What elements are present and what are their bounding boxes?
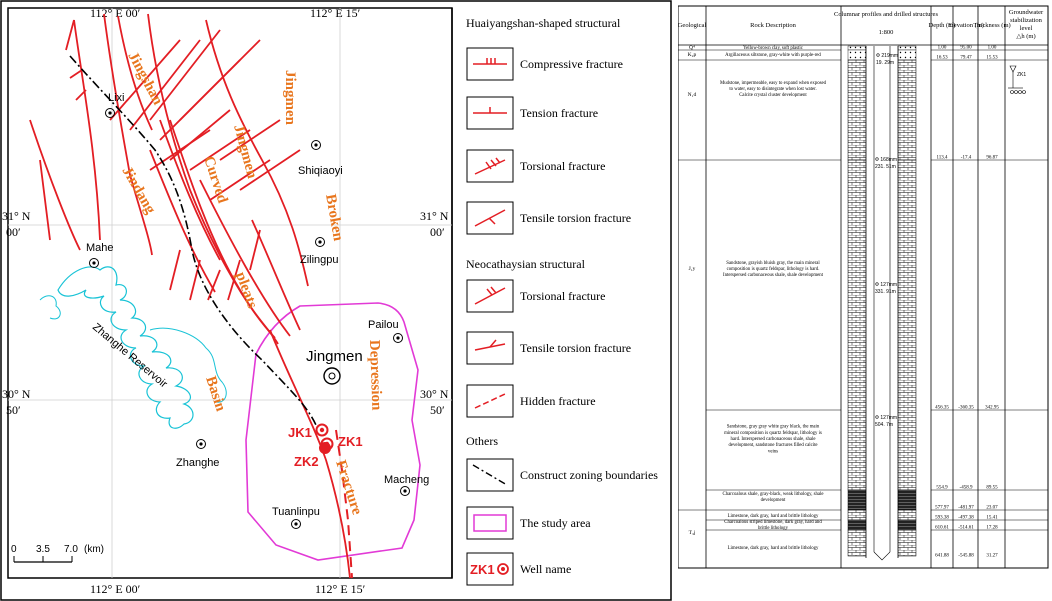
svg-text:Tuanlinpu: Tuanlinpu <box>272 506 320 518</box>
log-geo-1: K₂p <box>687 52 697 58</box>
svg-text:231. 51m: 231. 51m <box>875 164 896 170</box>
log-desc-3-line: Interspersed carbonaceous shale, shale development <box>722 273 824 279</box>
legend-others-title: Others <box>466 434 498 448</box>
svg-text:(km): (km) <box>84 544 104 555</box>
svg-text:331. 91m: 331. 91m <box>875 289 896 295</box>
svg-text:Zilingpu: Zilingpu <box>300 254 339 266</box>
svg-text:Pailou: Pailou <box>368 319 399 331</box>
svg-text:Jingmen: Jingmen <box>306 348 363 365</box>
log-depth-4: 554.9 <box>936 485 948 491</box>
log-depth-6: 593.38 <box>935 515 949 521</box>
hdr-gw2: stabilization <box>1010 17 1042 24</box>
log-desc-0-line: Yellow-brown clay, soft plastic <box>743 46 803 51</box>
label-basin: Basin <box>202 374 229 414</box>
legend-well: Well name <box>520 562 572 576</box>
log-thickness-0: 1.00 <box>987 45 997 51</box>
label-jingshan: Jingshan <box>124 49 166 108</box>
hdr-thickness: Thickness (m) <box>973 22 1011 29</box>
coord-top-right: 112° E 15′ <box>310 6 361 20</box>
log-desc-5-line: development <box>760 498 786 504</box>
hdr-gw1: Groundwater <box>1008 9 1044 16</box>
label-jindang: Jindang <box>118 164 159 217</box>
svg-text:0: 0 <box>11 544 17 555</box>
log-depth-3: 456.35 <box>935 405 949 411</box>
log-thickness-5: 23.07 <box>986 505 998 511</box>
hdr-elevation: Elevation (m) <box>948 22 984 29</box>
log-elevation-7: -514.61 <box>958 525 974 531</box>
svg-text:Φ 168mm: Φ 168mm <box>875 157 898 163</box>
coord-bottom-left: 112° E 00′ <box>90 582 141 596</box>
log-depth-8: 641.88 <box>935 553 949 559</box>
legend-study-area: The study area <box>520 516 591 530</box>
legend-torsional: Torsional fracture <box>520 159 606 173</box>
log-elevation-6: -497.38 <box>958 515 974 521</box>
hdr-rock: Rock Description <box>750 22 796 29</box>
log-elevation-3: -360.35 <box>958 405 974 411</box>
svg-text:Mahe: Mahe <box>86 242 114 254</box>
log-geo-2: N₁d <box>687 92 697 98</box>
log-elevation-8: -545.88 <box>958 553 974 559</box>
coord-lat-00-left: 00′ <box>6 225 21 239</box>
log-depth-1: 16.53 <box>936 55 948 61</box>
svg-text:Shiqiaoyi: Shiqiaoyi <box>298 165 343 177</box>
legend-compressive: Compressive fracture <box>520 57 623 71</box>
log-desc-2-line: to water, easy to disintegrate when lost water. <box>729 87 817 92</box>
log-depth-2: 113.4 <box>936 155 948 161</box>
legend-tensile-torsion: Tensile torsion fracture <box>520 211 632 225</box>
svg-text:Zhanghe: Zhanghe <box>176 457 220 469</box>
svg-text:Φ 127mm: Φ 127mm <box>875 282 898 288</box>
label-pleats: pleats <box>232 269 261 311</box>
coord-lat-30-left: 30° N <box>2 387 31 401</box>
log-desc-2-line: Calcite crystal cluster development <box>739 93 807 99</box>
log-thickness-2: 96.87 <box>986 155 998 161</box>
log-thickness-3: 342.95 <box>985 405 999 411</box>
legend-title: Huaiyangshan-shaped structural <box>466 16 621 30</box>
log-desc-4-line: hard. Interspersed carbonaceous shale, shale <box>730 437 816 442</box>
svg-text:504. 7m: 504. 7m <box>875 422 894 428</box>
coord-lat-31-left: 31° N <box>2 209 31 223</box>
svg-text:Lixi: Lixi <box>108 92 125 104</box>
log-thickness-6: 15.41 <box>986 515 998 521</box>
coord-bottom-right: 112° E 15′ <box>315 582 366 596</box>
coord-lat-31-right: 31° N <box>420 209 449 223</box>
log-desc-7-line: Charcoalous striped limestone, dark gray, hard and <box>724 519 822 525</box>
hdr-gw3: level <box>1019 25 1033 32</box>
hdr-depth: Depth (m) <box>928 22 956 29</box>
log-desc-8-line: Limestone, dark gray, hard and brittle lithology <box>727 546 819 551</box>
svg-text:Φ 219mm: Φ 219mm <box>876 53 899 59</box>
legend-zoning: Construct zoning boundaries <box>520 468 658 482</box>
log-depth-5: 577.97 <box>935 505 949 511</box>
log-desc-4-line: development, sandstone fractures filled calcite <box>728 443 818 449</box>
hdr-column: Columnar profiles and drilled structures <box>834 11 938 18</box>
log-thickness-1: 15.53 <box>986 55 998 61</box>
svg-text:7.0: 7.0 <box>64 544 78 555</box>
hdr-geological: Geological <box>678 22 707 29</box>
log-thickness-8: 31.27 <box>986 553 998 559</box>
svg-text:ZK1: ZK1 <box>470 562 495 577</box>
log-geo-7: T₃j <box>688 530 696 536</box>
columnar-profile <box>848 46 916 560</box>
gw-well-label: ZK1 <box>1017 72 1027 78</box>
label-jingmen-mid: Jingmen <box>230 122 260 181</box>
log-desc-3-line: composition is quartz feldspar, lithology is hard. <box>726 267 820 272</box>
log-desc-4-line: mineral composition is quartz feldspar, lithology is <box>724 430 822 436</box>
log-desc-6-line: Limestone, dark gray, hard and brittle lithology <box>727 514 819 519</box>
log-desc-3-line: Sandstone, grayish bluish gray, the main mineral <box>726 260 820 266</box>
log-depth-7: 610.61 <box>935 525 949 531</box>
log-elevation-4: -458.9 <box>959 485 973 491</box>
log-thickness-4: 89.55 <box>986 485 998 491</box>
coord-lat-30-right: 30° N <box>420 387 449 401</box>
well-zk2-label: ZK2 <box>294 454 319 469</box>
svg-text:Macheng: Macheng <box>384 474 430 486</box>
coord-top-left: 112° E 00′ <box>90 6 141 20</box>
coord-lat-50-right: 50′ <box>430 403 445 417</box>
log-geo-0: Q⁴ <box>689 45 695 51</box>
log-desc-2-line: Mudstone, impermeable, easy to expand when exposed <box>719 80 827 86</box>
label-depression: Depression <box>366 339 385 411</box>
log-elevation-2: -17.4 <box>960 155 972 161</box>
legend-neo-title: Neocathaysian structural <box>466 257 585 271</box>
coord-lat-00-right: 00′ <box>430 225 445 239</box>
log-desc-1-line: Argillaceous siltstone, gray-white with purple-red <box>725 53 821 58</box>
log-geo-3: J₁y <box>688 266 696 272</box>
svg-text:19. 29m: 19. 29m <box>876 60 895 66</box>
log-elevation-0: 95.00 <box>960 45 972 51</box>
hdr-gw4: △h (m) <box>1016 33 1036 40</box>
label-curved: Curved <box>200 154 231 206</box>
svg-text:3.5: 3.5 <box>36 544 50 555</box>
log-desc-5-line: Charcoalous shale, gray-black, weak lithology, shale <box>722 491 824 497</box>
label-jingmen-top: Jingmen <box>282 70 298 126</box>
label-zhanghe-reservoir: Zhanghe Reservoir <box>90 321 170 391</box>
svg-text:Φ 127mm: Φ 127mm <box>875 415 898 421</box>
coord-lat-50-left: 50′ <box>6 403 21 417</box>
borehole-log <box>678 0 1050 601</box>
legend-tension: Tension fracture <box>520 106 599 120</box>
log-desc-7-line: brittle lithology <box>758 526 788 532</box>
well-zk1-label: ZK1 <box>338 434 363 449</box>
hdr-scale: 1:800 <box>878 29 894 36</box>
log-depth-0: 1.00 <box>937 45 947 51</box>
well-jk1-label: JK1 <box>288 425 312 440</box>
legend-neo-tensile: Tensile torsion fracture <box>520 341 632 355</box>
legend-neo-torsional: Torsional fracture <box>520 289 606 303</box>
label-fracture: Fracture <box>332 458 365 517</box>
legend-hidden: Hidden fracture <box>520 394 596 408</box>
label-broken: Broken <box>322 192 347 243</box>
log-desc-4-line: Sandstone, gray gray white gray black, the main <box>726 424 820 430</box>
log-thickness-7: 17.28 <box>986 525 998 531</box>
log-elevation-5: -481.97 <box>958 505 974 511</box>
log-desc-4-line: veins <box>767 449 779 455</box>
log-elevation-1: 79.47 <box>960 55 972 61</box>
